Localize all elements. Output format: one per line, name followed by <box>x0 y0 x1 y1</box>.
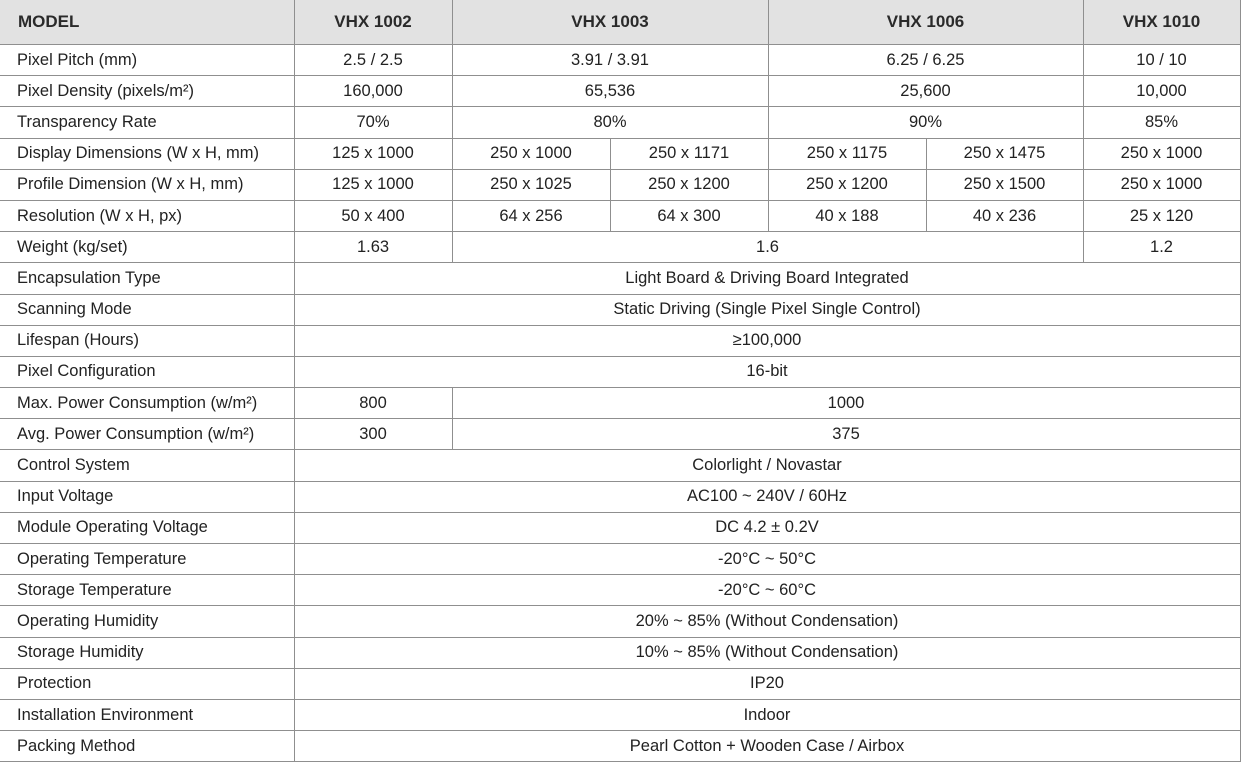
table-row <box>0 294 1240 325</box>
spec-value: 160,000 <box>294 76 452 107</box>
table-row <box>0 637 1240 668</box>
row-label: Display Dimensions (W x H, mm) <box>0 138 294 169</box>
spec-value: 1.63 <box>294 232 452 263</box>
row-label: Control System <box>0 450 294 481</box>
spec-value: -20°C ~ 60°C <box>294 575 1240 606</box>
spec-value: 250 x 1175 <box>768 138 926 169</box>
row-label: Avg. Power Consumption (w/m²) <box>0 419 294 450</box>
row-label: Storage Humidity <box>0 637 294 668</box>
spec-value: 800 <box>294 388 452 419</box>
row-label: Input Voltage <box>0 481 294 512</box>
spec-value: Colorlight / Novastar <box>294 450 1240 481</box>
row-label: Lifespan (Hours) <box>0 325 294 356</box>
spec-value: 250 x 1025 <box>452 169 610 200</box>
spec-value: AC100 ~ 240V / 60Hz <box>294 481 1240 512</box>
table-row <box>0 138 1240 169</box>
row-label: Resolution (W x H, px) <box>0 200 294 231</box>
model-vhx-1003: VHX 1003 <box>452 0 768 45</box>
table-row <box>0 76 1240 107</box>
spec-value: 300 <box>294 419 452 450</box>
model-vhx-1010: VHX 1010 <box>1083 0 1240 45</box>
model-header: MODEL <box>0 0 294 45</box>
spec-value: 70% <box>294 107 452 138</box>
table-row <box>0 481 1240 512</box>
spec-value: Light Board & Driving Board Integrated <box>294 263 1240 294</box>
spec-value: 250 x 1500 <box>926 169 1083 200</box>
spec-value: ≥100,000 <box>294 325 1240 356</box>
table-row <box>0 263 1240 294</box>
spec-value: 40 x 236 <box>926 200 1083 231</box>
spec-value: 10,000 <box>1083 76 1240 107</box>
spec-value: 250 x 1000 <box>1083 138 1240 169</box>
spec-value: 6.25 / 6.25 <box>768 45 1083 76</box>
table-row <box>0 731 1240 762</box>
row-label: Profile Dimension (W x H, mm) <box>0 169 294 200</box>
row-label: Scanning Mode <box>0 294 294 325</box>
table-row <box>0 325 1240 356</box>
spec-value: 20% ~ 85% (Without Condensation) <box>294 606 1240 637</box>
table-row <box>0 388 1240 419</box>
row-label: Transparency Rate <box>0 107 294 138</box>
row-label: Installation Environment <box>0 699 294 730</box>
spec-value: 25 x 120 <box>1083 200 1240 231</box>
table-row <box>0 450 1240 481</box>
spec-value: 250 x 1171 <box>610 138 768 169</box>
spec-value: 250 x 1475 <box>926 138 1083 169</box>
spec-value: 90% <box>768 107 1083 138</box>
spec-value: 65,536 <box>452 76 768 107</box>
row-label: Pixel Density (pixels/m²) <box>0 76 294 107</box>
row-label: Encapsulation Type <box>0 263 294 294</box>
spec-value: 64 x 300 <box>610 200 768 231</box>
row-label: Module Operating Voltage <box>0 512 294 543</box>
model-vhx-1002: VHX 1002 <box>294 0 452 45</box>
header-row <box>0 0 1240 45</box>
spec-value: 250 x 1000 <box>1083 169 1240 200</box>
spec-value: 10 / 10 <box>1083 45 1240 76</box>
row-label: Pixel Configuration <box>0 356 294 387</box>
table-row <box>0 575 1240 606</box>
spec-value: 1.2 <box>1083 232 1240 263</box>
table-row <box>0 544 1240 575</box>
row-label: Operating Temperature <box>0 544 294 575</box>
table-row <box>0 356 1240 387</box>
spec-value: 1.6 <box>452 232 1083 263</box>
table-row <box>0 200 1240 231</box>
spec-value: 64 x 256 <box>452 200 610 231</box>
table-row <box>0 169 1240 200</box>
table-row <box>0 606 1240 637</box>
spec-value: 1000 <box>452 388 1240 419</box>
spec-value: IP20 <box>294 668 1240 699</box>
spec-value: 250 x 1200 <box>768 169 926 200</box>
table-row <box>0 668 1240 699</box>
spec-value: 85% <box>1083 107 1240 138</box>
table-row <box>0 45 1240 76</box>
spec-value: -20°C ~ 50°C <box>294 544 1240 575</box>
spec-value: Static Driving (Single Pixel Single Control) <box>294 294 1240 325</box>
table-row <box>0 699 1240 730</box>
row-label: Operating Humidity <box>0 606 294 637</box>
spec-value: 250 x 1200 <box>610 169 768 200</box>
spec-value: Indoor <box>294 699 1240 730</box>
table-row <box>0 419 1240 450</box>
model-vhx-1006: VHX 1006 <box>768 0 1083 45</box>
spec-value: 125 x 1000 <box>294 138 452 169</box>
spec-value: 50 x 400 <box>294 200 452 231</box>
row-label: Pixel Pitch (mm) <box>0 45 294 76</box>
row-label: Max. Power Consumption (w/m²) <box>0 388 294 419</box>
spec-value: 10% ~ 85% (Without Condensation) <box>294 637 1240 668</box>
spec-value: 3.91 / 3.91 <box>452 45 768 76</box>
spec-value: DC 4.2 ± 0.2V <box>294 512 1240 543</box>
spec-value: Pearl Cotton + Wooden Case / Airbox <box>294 731 1240 762</box>
spec-value: 2.5 / 2.5 <box>294 45 452 76</box>
spec-body <box>0 45 1240 762</box>
spec-value: 250 x 1000 <box>452 138 610 169</box>
row-label: Storage Temperature <box>0 575 294 606</box>
spec-value: 40 x 188 <box>768 200 926 231</box>
row-label: Packing Method <box>0 731 294 762</box>
table-row <box>0 232 1240 263</box>
spec-value: 16-bit <box>294 356 1240 387</box>
spec-value: 375 <box>452 419 1240 450</box>
table-row <box>0 512 1240 543</box>
row-label: Weight (kg/set) <box>0 232 294 263</box>
table-row <box>0 107 1240 138</box>
spec-value: 25,600 <box>768 76 1083 107</box>
row-label: Protection <box>0 668 294 699</box>
spec-value: 80% <box>452 107 768 138</box>
spec-value: 125 x 1000 <box>294 169 452 200</box>
